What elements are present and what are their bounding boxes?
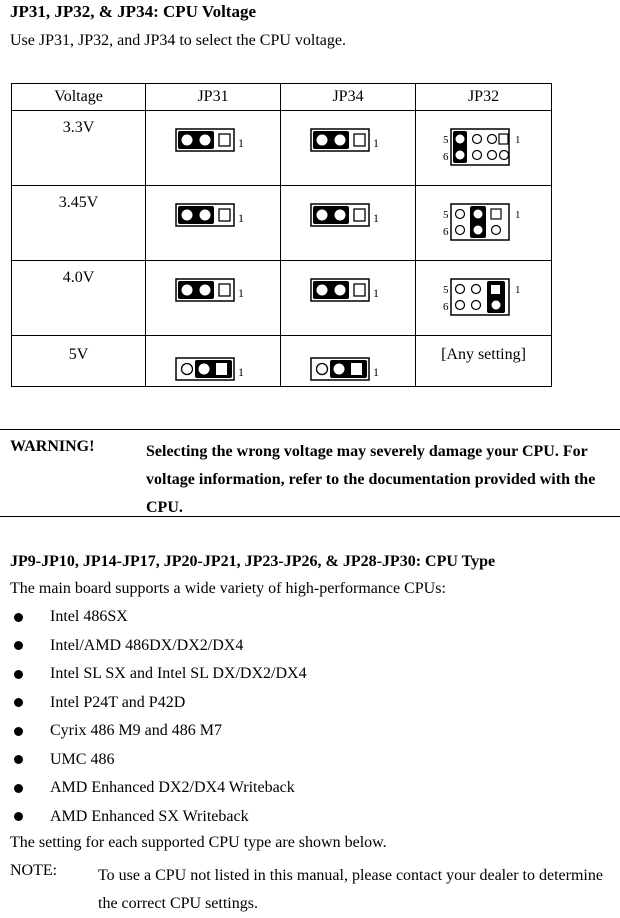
warning-top-rule <box>0 429 620 430</box>
cpu-name: Cyrix 486 M9 and 486 M7 <box>50 722 222 740</box>
settings-sentence: The setting for each supported CPU type are shown below. <box>10 834 387 851</box>
list-item <box>10 717 307 746</box>
jumper-6pin-5-6-diagram <box>439 127 529 167</box>
header-jp34: JP34 <box>281 84 416 111</box>
bullet-icon <box>14 698 23 707</box>
pin-1-label: 1 <box>514 134 520 146</box>
cpu-name: AMD Enhanced DX2/DX4 Writeback <box>50 779 295 797</box>
pin-5-label: 5 <box>442 134 448 146</box>
voltage-value: 3.3V <box>62 119 95 136</box>
pin-6-label: 6 <box>442 226 448 238</box>
bullet-icon <box>14 641 23 650</box>
cpu-name: Intel SL SX and Intel SL DX/DX2/DX4 <box>50 665 307 683</box>
pin-1-label: 1 <box>373 211 379 225</box>
cpu-name: UMC 486 <box>50 750 115 768</box>
table-row <box>12 111 552 186</box>
voltage-jumper-table <box>11 83 552 387</box>
list-item <box>10 746 307 775</box>
pin-1-label: 1 <box>238 136 244 150</box>
section-title-cpu-voltage: JP31, JP32, & JP34: CPU Voltage <box>10 2 257 21</box>
jumper-3pin-1-2-diagram <box>175 277 251 303</box>
pin-1-label: 1 <box>238 365 244 379</box>
cpu-name: AMD Enhanced SX Writeback <box>50 807 249 825</box>
list-item <box>10 603 307 632</box>
voltage-value: 5V <box>68 346 89 363</box>
section-intro-cpu-type: The main board supports a wide variety of high-performance CPUs: <box>10 580 446 597</box>
pin-6-label: 6 <box>442 151 448 163</box>
pin-1-label: 1 <box>373 365 379 379</box>
table-row <box>12 261 552 336</box>
cpu-name: Intel/AMD 486DX/DX2/DX4 <box>50 636 244 654</box>
bullet-icon <box>14 784 23 793</box>
bullet-icon <box>14 755 23 764</box>
voltage-value: 4.0V <box>62 269 95 286</box>
bullet-icon <box>14 812 23 821</box>
bullet-icon <box>14 613 23 622</box>
section-intro-cpu-voltage: Use JP31, JP32, and JP34 to select the CPU voltage. <box>10 32 346 49</box>
cpu-name: Intel P24T and P42D <box>50 693 186 711</box>
table-row <box>12 336 552 387</box>
pin-1-label: 1 <box>514 209 520 221</box>
pin-1-label: 1 <box>514 284 520 296</box>
list-item <box>10 660 307 689</box>
any-setting-text: [Any setting] <box>441 346 526 363</box>
warning-label: WARNING! <box>10 438 95 455</box>
list-item <box>10 803 307 832</box>
table-header-row <box>12 84 552 111</box>
jumper-3pin-1-2-diagram <box>310 202 386 228</box>
note-text: To use a CPU not listed in this manual, please contact your dealer to determine the correct CPU settings. <box>98 867 603 912</box>
pin-1-label: 1 <box>238 211 244 225</box>
pin-5-label: 5 <box>442 284 448 296</box>
pin-1-label: 1 <box>373 286 379 300</box>
jumper-3pin-1-2-diagram <box>310 277 386 303</box>
pin-1-label: 1 <box>238 286 244 300</box>
jumper-6pin-1-2-diagram <box>439 277 529 317</box>
header-voltage: Voltage <box>12 84 146 111</box>
bullet-icon <box>14 727 23 736</box>
cpu-list <box>10 603 307 831</box>
cpu-name: Intel 486SX <box>50 608 128 626</box>
header-jp31: JP31 <box>146 84 281 111</box>
jumper-3pin-1-2-diagram <box>175 127 251 153</box>
jumper-3pin-1-2-diagram <box>175 202 251 228</box>
list-item <box>10 774 307 803</box>
bullet-icon <box>14 670 23 679</box>
pin-5-label: 5 <box>442 209 448 221</box>
jumper-3pin-2-3-diagram <box>175 356 251 382</box>
header-jp32: JP32 <box>416 84 552 111</box>
pin-1-label: 1 <box>373 136 379 150</box>
voltage-value: 3.45V <box>58 194 99 211</box>
note-label: NOTE: <box>10 862 58 879</box>
list-item <box>10 632 307 661</box>
warning-bottom-rule <box>0 516 620 517</box>
jumper-3pin-2-3-diagram <box>310 356 386 382</box>
pin-6-label: 6 <box>442 301 448 313</box>
list-item <box>10 689 307 718</box>
jumper-3pin-1-2-diagram <box>310 127 386 153</box>
section-title-cpu-type: JP9-JP10, JP14-JP17, JP20-JP21, JP23-JP26, & JP28-JP30: CPU Type <box>10 553 496 570</box>
table-row <box>12 186 552 261</box>
jumper-6pin-3-4-diagram <box>439 202 529 242</box>
warning-text: Selecting the wrong voltage may severely damage your CPU. For voltage information, refer to the documentation provided with the CPU. <box>146 443 596 516</box>
